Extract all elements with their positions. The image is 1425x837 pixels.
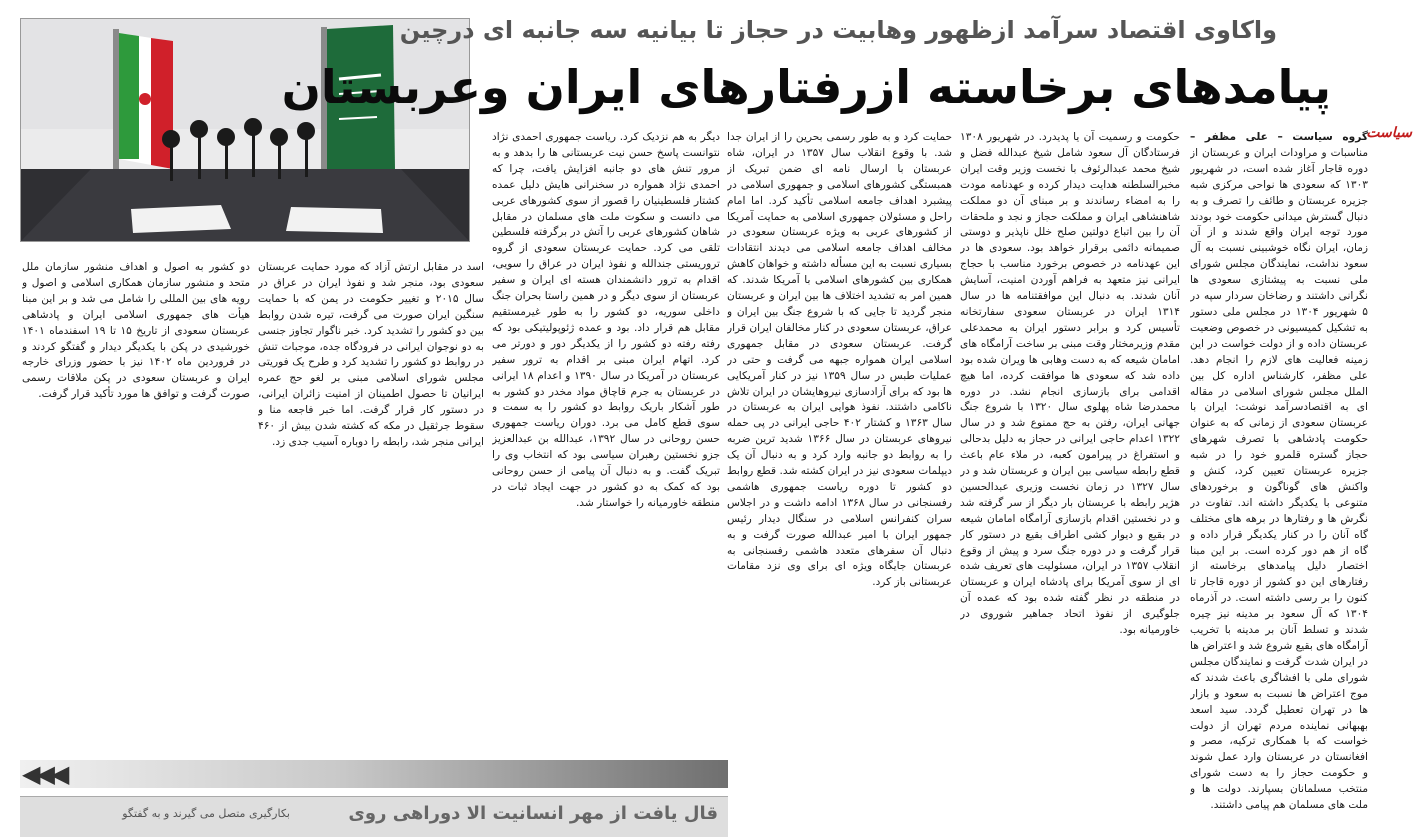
article-column-4: دیگر به هم نزدیک کرد. ریاست جمهوری احمدی نژاد نتوانست پاسخ حسن نیت عربستانی ها را بدهد و به مرور تنش های دو جانبه افزایش یافت، چرا که احمدی نژاد همواره در سخنرانی هایش دلیل عمده کشتار فلسطینیان را قصور از سوی کشورهای عربی می دانست و سکوت ملت های مسلمان در مقابل شاهان کشورهای عربی را آتش در برگرفته فلسطین تلقی می کرد. حمایت عربستان سعودی از گروه تروریستی جندالله و نفوذ ایران در عراق را سویی، اقدام به ترور دانشمندان هسته ای ایران و سفیر عربستان از سوی دیگر و در همین راستا بحران جنگ داخلی سوریه، دو کشور را به طور غیرمستقیم مقابل هم قرار داد. بود و عمده ژئوپولیتیکی بود که رفته رفته دو کشور را از یکدیگر دور و دورتر می کرد. اتهام ایران مبنی بر اقدام به ترور سفیر عربستان در آمریکا در سال ۱۳۹۰ و اعدام ۱۸ ایرانی در عربستان به جرم قاچاق مواد مخدر دو کشور به طور آشکار باریک روابط دو کشور را به سمت و سوی قطع کامل می برد. دوران ریاست جمهوری حسن روحانی در سال ۱۳۹۲، عبدالله بن عبدالعزیز جزو نخستین رهبران سیاسی بود که انتخاب وی را تبریک گفت. و به دنبال آن پیامی از حسن روحانی بود که کمک به دو کشور در جهت ایجاد ثبات در منطقه خاورمیانه را خواستار شد.: [492, 131, 720, 509]
article-photo: [20, 18, 470, 242]
article-column-2: حکومت و رسمیت آن یا پدیدرد. در شهریور ۱۳۰۸ فرستادگان آل سعود شامل شیخ عبدالله فضل و شیخ محمد عبدالرئوف با نخست وزیر وقت ایران مخبرالسلطنه هدایت دیدار کرده و عهدنامه مودت را به امضاء رساندند و بر مبنای آن دو مملکت شاهنشاهی ایران و مملکت حجاز و نجد و ملحقات آن را بین اتباع دولتین صلح خلل ناپذیر و دوستی صمیمانه دائمی برقرار خواهد بود. سعودی ها در این عهدنامه در خصوص برخورد مناسب با حجاج ایرانی نیز متعهد به فراهم آوردن امنیت، آسایش آنان شدند. به دنبال این موافقتنامه ها در سال ۱۳۱۴ ایران در عربستان سعودی سفارتخانه تأسیس کرد و برابر دستور ایران به محمدعلی مقدم وزیرمختار وقت مبنی بر ساخت آرامگاه های امامان شیعه که به دست وهابی ها ویران شده بود داده شد که سعودی ها موافقت کرده، اما هیچ اقدامی برای بازسازی انجام نشد. در دوره محمدرضا شاه پهلوی سال ۱۳۲۰ با شروع جنگ جهانی ایران، رفتن به حج ممنوع شد و در سال ۱۳۲۲ اعدام حاجی ایرانی در حجاز به دلیل بدحالی و استفراغ در پیرامون کعبه، در ملاء عام باعث قطع رابطه سیاسی بین ایران و عربستان شد و در سال ۱۳۲۷ در زمان نخست وزیری عبدالحسین هژیر رابطه با عربستان بار دیگر از سر گرفته شد و در نخستین اقدام بازسازی آرامگاه امامان شیعه در بقیع و دیوار کشی اطراف بقیع در دستور کار قرار گرفت و در دوره جنگ سرد و پیش از وقوع انقلاب ۱۳۵۷ در ایران، مسئولیت های تعریف شده ای از سوی آمریکا برای پادشاه ایران و عربستان در منطقه در نظر گفته شده بود که عمده آن جلوگیری از نفوذ اتحاد جماهیر شوروی در خاورمیانه بود.: [960, 131, 1180, 637]
article-column-3: حمایت کرد و به طور رسمی بحرین را از ایران جدا شد. با وقوع انقلاب سال ۱۳۵۷ در ایران، شاه عربستان با ارسال نامه ای ضمن تبریک از همبستگی کشورهای اسلامی و جمهوری اسلامی در پیشبرد اهداف جامعه اسلامی تأکید کرد. اما امام راحل و مسئولان جمهوری اسلامی به حمایت آمریکا از کشورهای عربی به ویژه عربستان سعودی در مخالف اهداف جامعه اسلامی می دیدند انتقادات بسیاری نسبت به این مسأله داشته و خواهان کاهش همکاری بین کشورهای اسلامی با آمریکا شدند. که همین امر به تشدید اختلاف ها بین ایران و عربستان منجر گردید تا جایی که با شروع جنگ بین ایران و عراق، عربستان سعودی در کنار مخالفان ایران قرار گرفت. عربستان سعودی در مقابل جمهوری اسلامی ایران همواره جبهه می گرفت و حتی در عملیات طبس در سال ۱۳۵۹ نیز در کنار آمریکایی ها بود که برای آزادسازی نیروهایشان در ایران تلاش ناکامی داشتند. نفوذ هوایی ایران به عربستان در سال ۱۳۶۳ و کشتار ۴۰۲ حاجی ایرانی در پی حمله نیروهای عربستان در سال ۱۳۶۶ شدید ترین ضربه را به روابط دو جانبه وارد کرد و به دنبال آن یک دیپلمات سعودی نیز در ایران کشته شد. قطع روابط دو کشور تا دوره ریاست جمهوری هاشمی رفسنجانی در سال ۱۳۶۸ ادامه داشت و در اجلاس سران کنفرانس اسلامی در سنگال دیدار رئیس جمهور ایران با امیر عبدالله صورت گرفت و به دنبال آن سفرهای متعدد هاشمی رفسنجانی به عربستان جایگاه ویژه ای برای وی نزد مقامات عربستانی باز کرد.: [727, 131, 952, 589]
article-column-5: اسد در مقابل ارتش آزاد که مورد حمایت عربستان سعودی بود، منجر شد و نفوذ ایران در عراق در سال ۲۰۱۵ و تغییر حکومت در یمن که با حمایت سنگین ایران صورت می گرفت، تیره شدن روابط بین دو کشور را تشدید کرد. خبر ناگوار تجاوز جنسی به دو نوجوان ایرانی در فرودگاه جده، موجبات تنش در روابط دو کشور را تشدید کرد و طرح یک فوریتی مجلس شورای اسلامی مبنی بر لغو حج عمره ایرانیان تا حصول اطمینان از امنیت زائران ایرانی، در دستور کار قرار گرفت. اما خبر فاجعه منا و سقوط جرثقیل در مکه که کشته شدن بیش از ۴۶۰ ایرانی منجر شد، رابطه را دوباره آسیب جدی زد.: [258, 261, 484, 448]
press-conference-image: [21, 19, 469, 241]
article-headline: پیامدهای برخاسته ازرفتارهای ایران وعربستان: [281, 60, 1331, 114]
arrows-icon: ◀◀◀: [22, 760, 66, 788]
section-logo: سیاست: [1366, 125, 1412, 141]
article-kicker: واکاوی اقتصاد سرآمد ازظهور وهابیت در حجاز تا بیانیه سه جانبه ای درچین: [399, 16, 1277, 44]
related-box-text: بکارگیری متصل می گیرند و به گفتگو: [122, 807, 290, 820]
article-byline: گروه سیاست – علی مظفر –: [1190, 131, 1368, 143]
article-column-6: دو کشور به اصول و اهداف منشور سازمان ملل متحد و منشور سازمان همکاری اسلامی و اصول و رویه های بین المللی را شامل می شد و بر این مبنا هیأت های جمهوری اسلامی ایران و پادشاهی عربستان سعودی از تاریخ ۱۵ تا ۱۹ اسفندماه ۱۴۰۱ خورشیدی در پکن با یکدیگر دیدار و گفتگو کردند و در فروردین ماه ۱۴۰۲ نیز با حضور وزرای خارجه ایران و عربستان سعودی در پکن ملاقات رسمی صورت گرفت و توافق ها مورد تأکید قرار گرفت.: [22, 261, 250, 401]
section-divider-banner: [20, 760, 728, 788]
related-box-title: قال یافت از مهر انسانیت الا دوراهی روی: [348, 803, 718, 824]
article-column-1: گروه سیاست – علی مظفر – مناسبات و مراودات ایران و عربستان از دوره قاجار آغاز شده است، در شهریور ۱۳۰۳ که سعودی ها نواحی مرکزی شبه جزیره عربستان و طائف را تصرف و به دنبال گسترش میدانی حکومت خود بودند مورد توجه ایران واقع شدند و از آن زمان، ایران نگاه خوشبینی نسبت به آل سعود نداشت، نمایندگان مجلس شورای ملی نسبت به پیشتازی سعودی ها نگرانی داشتند و رضاخان سردار سپه در ۵ شهریور ۱۳۰۴ در مجلس ملی دستور به تشکیل کمیسیونی در خصوص وضعیت عربستان داده و از دولت خواست در این زمینه فعالیت های لازم را انجام دهد. علی مظفر، کارشناس اداره کل بین الملل مجلس شورای اسلامی در مقاله ای به اقتصادسرآمد نوشت: ایران با عربستان سعودی از زمانی که به عنوان حکومت پادشاهی با تصرف شهرهای حجاز گستره قلمرو خود را در شبه جزیره عربستان تعیین کرد، کنش و واکنش های گوناگون و برخوردهای متنوعی با یکدیگر داشته اند. تفاوت در نگرش ها و رفتارها در برهه های مختلف گاه آنان را در کنار یکدیگر قرار داده و گاه از هم دور کرده است. بر این مبنا اختصار دلیل پیامدهای برخاسته از رفتارهای این دو کشور از دوره قاجار تا کنون را بر رسی داشته است. در آذرماه ۱۳۰۴ که آل سعود بر مدینه نیز چیره شدند و تسلط آنان بر مدینه با تخریب آرامگاه های بقیع شروع شد و اعتراض ها در ایران شدت گرفت و نمایندگان مجلس شورای ملی با افشاگری باعث شدند که موج اعتراض ها نسبت به سعود و بازار ها در تهران تعطیل گردد. سید اسعد بهبهانی نماینده مردم تهران از دولت خواست که با همکاری ترکیه، مصر و افغانستان در عربستان وارد عمل شوند و حکومت حجاز را به دست شورای منتخب مسلمانان بسپارند. دولت ها و ملت های مسلمان هم پیامی داشتند.: [1190, 131, 1368, 812]
related-box: [20, 796, 728, 837]
